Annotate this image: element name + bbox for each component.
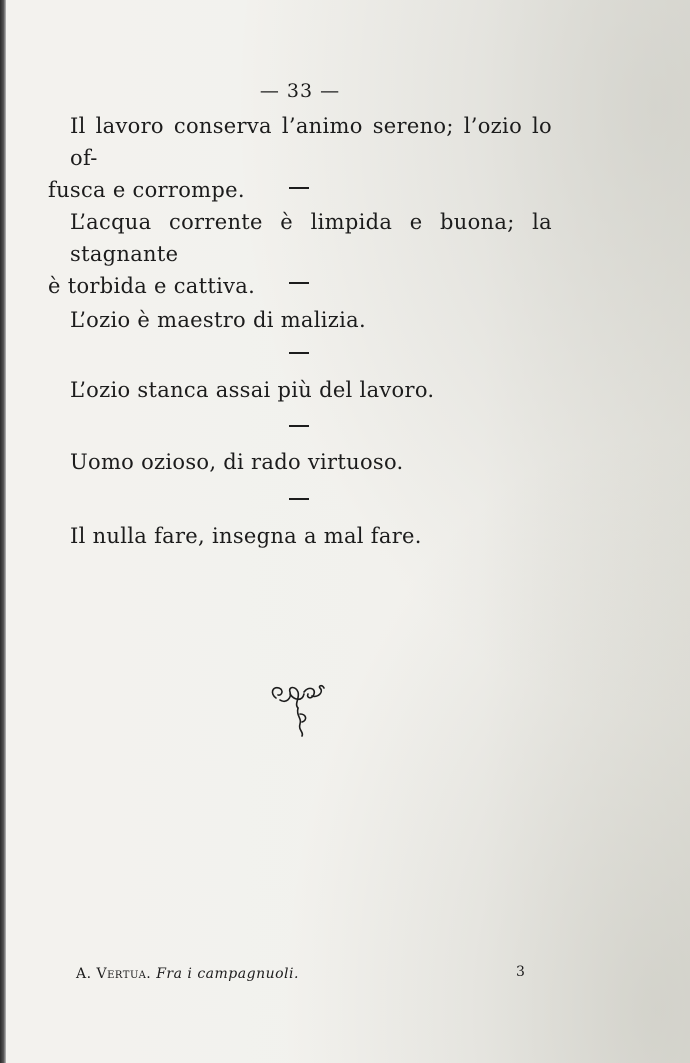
proverb-1-line-1: Il lavoro conserva l’animo sereno; l’ozio lo of- [70, 114, 552, 170]
proverb-1 [48, 110, 552, 206]
proverb-6-line-1: Il nulla fare, insegna a mal fare. [70, 524, 422, 548]
separator-dash [289, 282, 309, 284]
proverb-4-line-1: L’ozio stanca assai più del lavoro. [70, 378, 435, 402]
footer-author-name: Vertua. [96, 966, 152, 982]
separator-dash [289, 498, 309, 500]
proverb-6 [70, 520, 552, 552]
proverb-1-line-2: fusca e corrompe. [48, 178, 245, 202]
proverb-5-line-1: Uomo ozioso, di rado virtuoso. [70, 450, 404, 474]
footer-author-initial: A. [76, 966, 92, 982]
proverb-4 [70, 374, 552, 406]
proverb-2-line-1: L’acqua corrente è limpida e buona; la stagnante [70, 210, 552, 266]
footer-book-title: Fra i campagnuoli. [156, 966, 299, 982]
proverb-2 [48, 206, 552, 302]
separator-dash [289, 187, 309, 189]
proverb-3-line-1: L’ozio è maestro di malizia. [70, 308, 366, 332]
separator-dash [289, 352, 309, 354]
proverb-5 [70, 446, 552, 478]
page-number: — 33 — [259, 80, 341, 102]
proverb-2-line-2: è torbida e cattiva. [48, 274, 256, 298]
separator-dash [289, 425, 309, 427]
book-spine-edge [0, 0, 6, 1063]
footer-signature-mark: 3 [516, 964, 525, 980]
footer-citation [76, 966, 299, 982]
floral-fleuron-icon [268, 684, 332, 738]
proverb-3 [70, 304, 552, 336]
